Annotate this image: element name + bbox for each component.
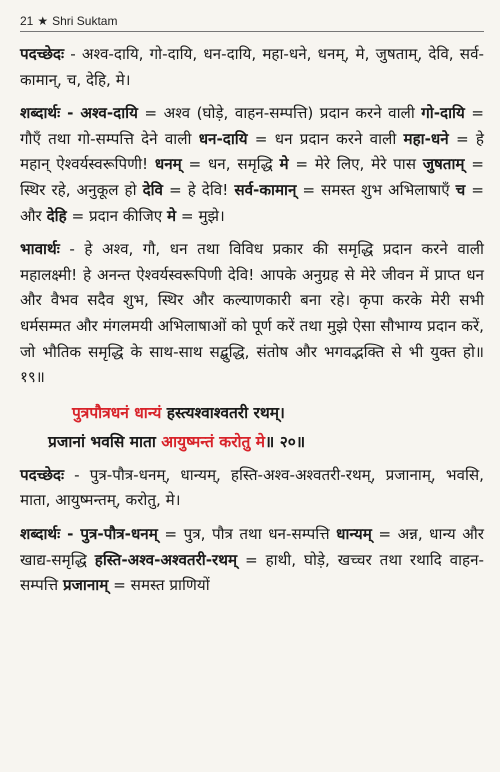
padaccheda-label: पदच्छेदः bbox=[20, 45, 65, 63]
meaning: = गौएँ तथा गो-सम्पत्ति देने वाली bbox=[20, 104, 484, 148]
term: हस्ति-अश्व-अश्वतरी-रथम् bbox=[94, 550, 238, 569]
term: प्रजानाम् bbox=[63, 576, 109, 595]
verse-text: प्रजानां भवसि माता bbox=[48, 432, 162, 451]
running-header bbox=[20, 0, 484, 32]
term: गो-दायि bbox=[421, 104, 465, 123]
verse-line-2 bbox=[20, 428, 484, 457]
term: शब्दार्थः - पुत्र-पौत्र-धनम् bbox=[20, 524, 158, 543]
term: मे bbox=[279, 155, 289, 174]
meaning: = हे महान् ऐश्वर्यस्वरूपिणी! bbox=[20, 129, 484, 174]
meaning: = मुझे। bbox=[176, 206, 225, 225]
padaccheda-label: पदच्छेदः bbox=[20, 465, 65, 484]
verse-20 bbox=[20, 399, 484, 457]
term: च bbox=[455, 180, 466, 199]
term: शब्दार्थः - अश्व-दायि bbox=[20, 104, 138, 123]
meaning: = हाथी, घोड़े, खच्चर तथा रथादि वाहन-सम्पत्ति bbox=[20, 550, 484, 595]
bhavarth-text: - हे अश्व, गौ, धन तथा विविध प्रकार की समृद्धि प्रदान करने वाली महालक्ष्मी! हे अनन्त ऐश्वर्यस्वरूपिणी देवि! आपके अनुग्रह से मेरे जीवन में प्राप्त धन और वैभव सदैव शुभ, स्थिर और कल्याणकारी बना रहे। कृपा करके मेरी सभी धर्मसम्मत और मंगलमयी अभिलाषाओं को पूर्ण करें तथा मुझे ऐसा सौभाग्य प्रदान करें, जो भौतिक समृद्धि के साथ-साथ सद्बुद्धि, संतोष और भगवद्भक्ति से भी युक्त हो॥ १९॥ bbox=[20, 240, 484, 387]
meaning: = समस्त प्राणियों bbox=[108, 576, 210, 595]
term: देवि bbox=[142, 180, 164, 199]
meaning: = प्रदान कीजिए bbox=[66, 206, 167, 225]
meaning: = स्थिर रहे, अनुकूल हो bbox=[20, 155, 484, 199]
meaning: = समस्त शुभ अभिलाषाएँ bbox=[296, 180, 456, 199]
term: सर्व-कामान् bbox=[234, 180, 297, 199]
star-icon: ★ bbox=[37, 14, 49, 28]
term: जुषताम् bbox=[422, 155, 465, 174]
shabdarth-paragraph-1 bbox=[20, 101, 484, 229]
term: धनम् bbox=[154, 155, 182, 174]
meaning: = हे देवि! bbox=[163, 180, 235, 199]
meaning: = मेरे लिए, मेरे पास bbox=[288, 155, 423, 174]
term: महा-धने bbox=[403, 129, 449, 148]
verse-line-1 bbox=[20, 399, 484, 428]
padaccheda-text: - पुत्र-पौत्र-धनम्, धान्यम्, हस्ति-अश्व-अश्वतरी-रथम्, प्रजानाम्, भवसि, माता, आयुष्मन्तम्, करोतु, मे। bbox=[20, 465, 484, 510]
shabdarth-paragraph-2 bbox=[20, 522, 484, 599]
meaning: = अन्न, धान्य और खाद्य-समृद्धि bbox=[20, 524, 485, 569]
meaning: = अश्व (घोड़े, वाहन-सम्पत्ति) प्रदान करने वाली bbox=[137, 104, 422, 123]
verse-text: हस्त्यश्वाश्वतरी रथम्। bbox=[161, 403, 285, 422]
meaning: = पुत्र, पौत्र तथा धन-सम्पत्ति bbox=[157, 524, 337, 543]
meaning: = धन, समृद्धि bbox=[181, 155, 280, 174]
term: देहि bbox=[46, 206, 67, 225]
meaning: = और bbox=[20, 180, 484, 225]
page-number: 21 bbox=[20, 14, 34, 28]
bhavarth-paragraph bbox=[20, 237, 484, 391]
term: धन-दायि bbox=[198, 129, 248, 148]
verse-number: ॥ २०॥ bbox=[265, 432, 306, 451]
verse-highlight: आयुष्मन्तं करोतु मे bbox=[161, 432, 266, 451]
term: धान्यम् bbox=[336, 524, 372, 543]
term: मे bbox=[166, 206, 177, 225]
bhavarth-label: भावार्थः bbox=[20, 240, 60, 259]
verse-highlight: पुत्रपौत्रधनं धान्यं bbox=[72, 403, 162, 422]
padaccheda-paragraph-1 bbox=[20, 42, 484, 93]
padaccheda-text: - अश्व-दायि, गो-दायि, धन-दायि, महा-धने, धनम्, मे, जुषताम्, देवि, सर्व-कामान्, च, देहि, मे। bbox=[20, 45, 484, 89]
meaning: = धन प्रदान करने वाली bbox=[247, 129, 404, 148]
book-title: Shri Suktam bbox=[52, 14, 118, 28]
padaccheda-paragraph-2 bbox=[20, 463, 484, 514]
